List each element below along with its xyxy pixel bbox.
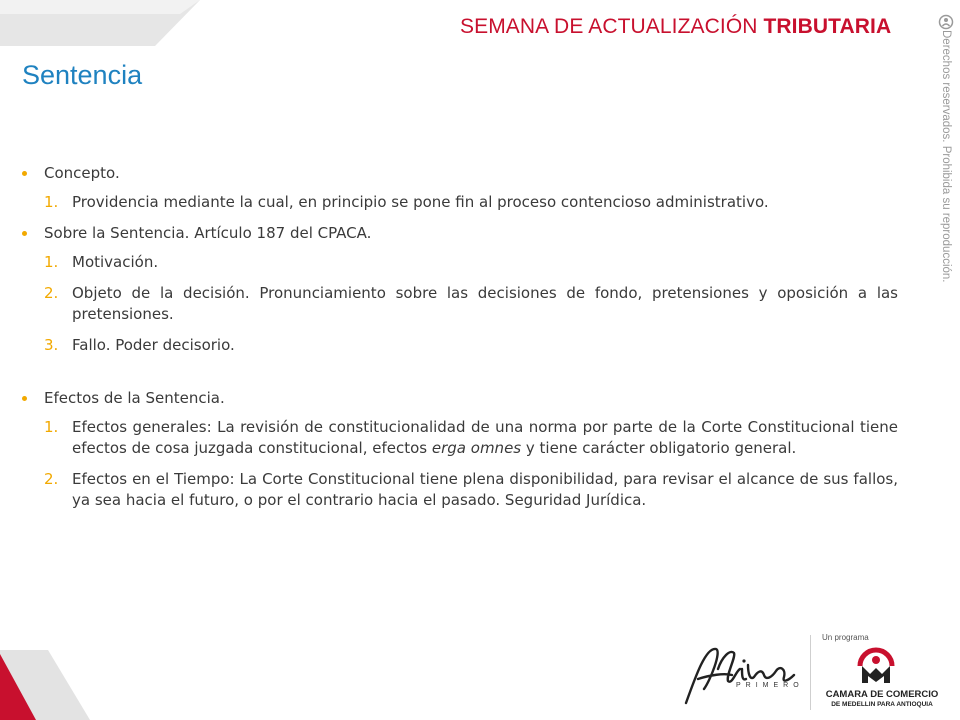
camara-comercio-subtitle: DE MEDELLIN PARA ANTIOQUIA xyxy=(831,701,933,708)
item-text-italic: erga omnes xyxy=(431,439,522,457)
item-text: Providencia mediante la cual, en principio se pone fin al proceso contencioso administrativo. xyxy=(72,193,769,211)
bullet-dot-icon xyxy=(22,171,27,176)
item-number: 2. xyxy=(44,284,59,302)
numbered-item xyxy=(22,252,898,273)
spacer xyxy=(22,362,898,388)
slide-title: Sentencia xyxy=(22,60,143,90)
item-text: Efectos en el Tiempo: La Corte Constitucional tiene plena disponibilidad, para revisar el alcance de sus fallos, ya sea hacia el futuro, o por el contrario hacia el pasado. Seguridad Jurídica. xyxy=(72,470,898,509)
bullet-concepto xyxy=(22,163,898,184)
item-number: 2. xyxy=(44,470,59,488)
item-number: 1. xyxy=(44,253,59,271)
item-text-before: Efectos generales: La revisión de constitucionalidad de una norma por parte de la Corte Constitucional tiene efectos de cosa juzgada constitucional, efectos xyxy=(72,418,898,457)
bullet-text: Concepto. xyxy=(44,164,120,182)
event-banner-bold: TRIBUTARIA xyxy=(763,15,892,38)
slide-content xyxy=(22,163,898,517)
logo-divider xyxy=(810,635,811,710)
item-text: Objeto de la decisión. Pronunciamiento sobre las decisiones de fondo, pretensiones y oposición a las pretensiones. xyxy=(72,284,898,323)
bullet-efectos xyxy=(22,388,898,409)
afiliado-signature-logo xyxy=(676,635,806,715)
rights-notice xyxy=(938,14,954,284)
corner-decoration-bottom-left xyxy=(0,650,90,720)
event-banner xyxy=(460,15,891,39)
bullet-dot-icon xyxy=(22,231,27,236)
numbered-item xyxy=(22,192,898,213)
bullet-text: Sobre la Sentencia. Artículo 187 del CPACA. xyxy=(44,224,372,242)
program-label: Un programa xyxy=(822,633,869,642)
camara-comercio-name: CAMARA DE COMERCIO xyxy=(825,689,939,700)
bullet-sobre-sentencia xyxy=(22,223,898,244)
camara-comercio-logo-icon xyxy=(856,646,896,684)
copyright-person-icon xyxy=(938,14,954,30)
item-number: 1. xyxy=(44,418,59,436)
item-text: Fallo. Poder decisorio. xyxy=(72,336,235,354)
item-number: 3. xyxy=(44,336,59,354)
numbered-item xyxy=(22,335,898,356)
numbered-item xyxy=(22,283,898,325)
item-text-after: y tiene carácter obligatorio general. xyxy=(521,439,797,457)
bullet-dot-icon xyxy=(22,396,27,401)
numbered-item xyxy=(22,469,898,511)
item-text: Motivación. xyxy=(72,253,159,271)
bullet-text: Efectos de la Sentencia. xyxy=(44,389,225,407)
numbered-item xyxy=(22,417,898,459)
corner-decoration-top-left xyxy=(0,0,200,46)
item-number: 1. xyxy=(44,193,59,211)
afiliado-subtitle: PRIMERO xyxy=(736,682,804,689)
event-banner-regular: SEMANA DE ACTUALIZACIÓN xyxy=(460,15,764,38)
rights-text: Derechos reservados. Prohibida su reproducción. xyxy=(940,30,952,283)
